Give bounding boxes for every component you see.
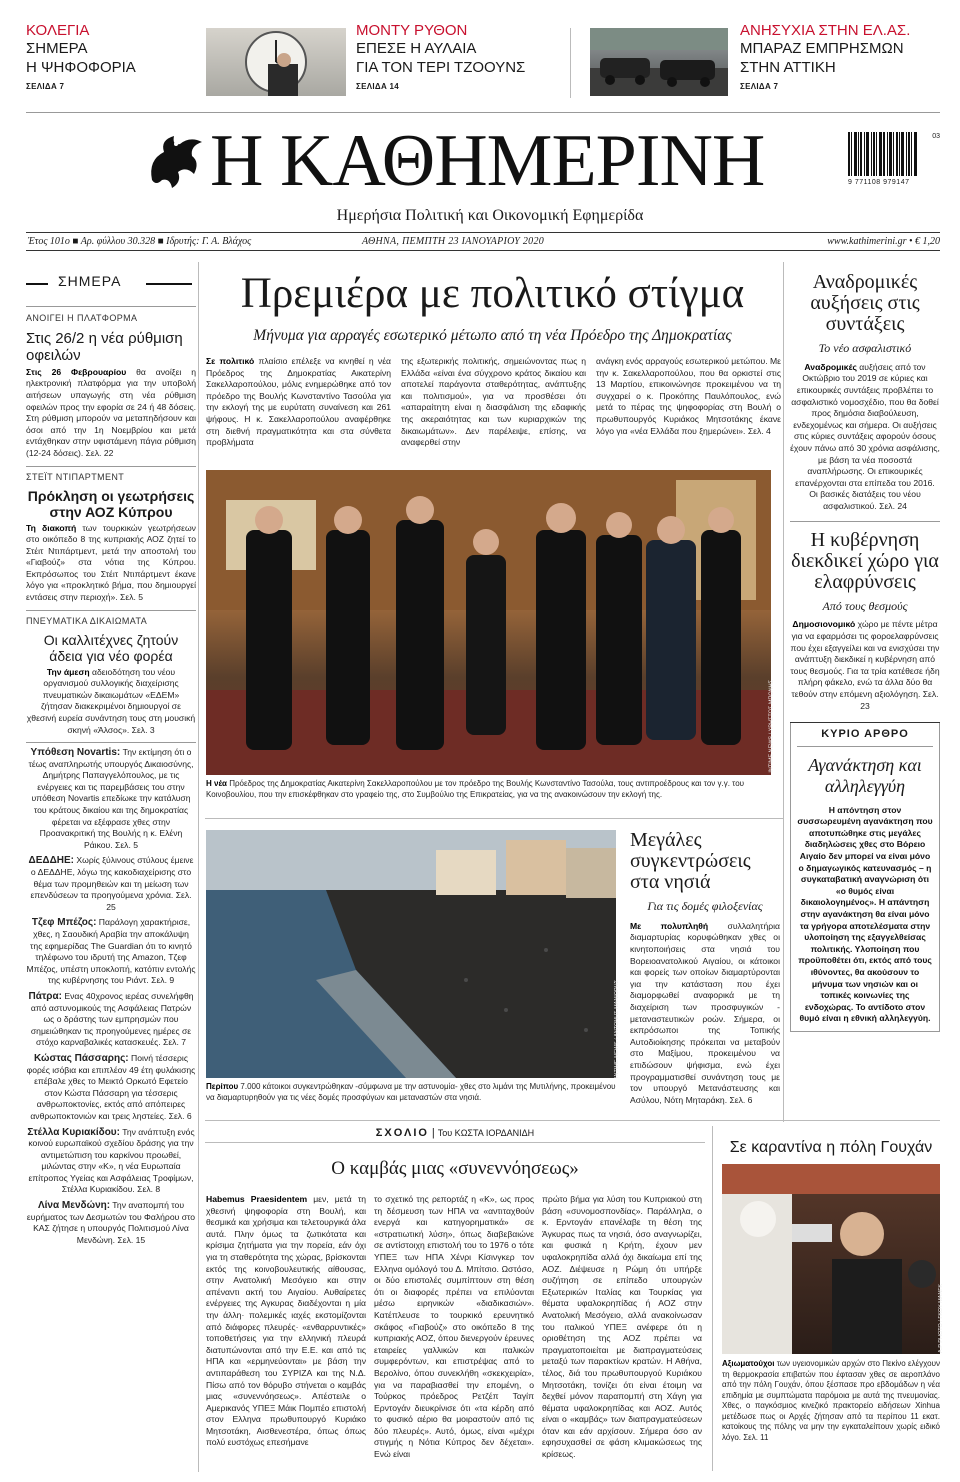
comment-headline[interactable]: Ο καμβάς μιας «συνεννόησεως» [331, 1158, 579, 1179]
story-body: αυξήσεις από τον Οκτώβριο του 2019 σε κύριες και επικουρικές συντάξεις προβλέπει το ασφαλιστικό νομοσχέδιο, που θα δοθεί προς δημόσια διαβούλευση, ενδεχομένως και σήμερα. Οι αυξήσεις στις κύριες συντάξεις αφορούν όσους έχουν πάνω από 30 χρόνια ασφάλισης, με βάση τα νέα ποσοστά αναπλήρωσης. Οι επικουρικές επανέρχονται στα επίπεδα του 2016. Οι βασικές διατάξεις του νέου ασφαλιστικού. Σελ. 24 [790, 361, 940, 511]
story-lead: Αναδρομικές [804, 361, 857, 372]
officials-group-photo-icon [206, 470, 771, 775]
comment-top-rule [205, 1120, 940, 1121]
islands-photo [206, 830, 620, 1079]
lead-subheadline: Μήνυμα για αρραγές εσωτερικό μέτωπο από τη νέα Πρόεδρο της Δημοκρατίας [253, 327, 732, 344]
clock-photo-icon [206, 28, 346, 96]
brief-heading: Κώστας Πάσσαρης: [34, 1052, 129, 1064]
teaser-kicker: ΚΟΛΕΓΙΑ [26, 22, 90, 39]
story-text [722, 1359, 940, 1443]
brief-heading: Λίνα Μενδώνη: [37, 1200, 111, 1212]
brief-item[interactable] [26, 1127, 196, 1197]
brief-item[interactable] [26, 855, 196, 913]
barcode-issue-code: 03 [932, 133, 940, 140]
photo-credit: INTIME NEWS / ΧΡΗΣΤΟΣ ΜΠΟΝΗΣ [769, 680, 775, 773]
teaser-line: ΣΗΜΕΡΑ [26, 40, 88, 57]
comment-tag-separator: | [431, 1127, 438, 1139]
teaser-3[interactable] [740, 22, 940, 102]
story-islands[interactable] [630, 830, 780, 1106]
teaser-line: ΜΠΑΡΑΖ ΕΜΠΡΗΣΜΩΝ [740, 40, 904, 57]
story-body: χώρο με πέντε μέτρα για να εφαρμόσει τις φοροελαφρύνσεις που έχει εξαγγείλει και να ενισχύσει την ανάπτυξη διεκδικεί η κυβέρνηση από τους θεσμούς. Για τα τρία κατέθεσε ήδη πλήρη φάκελο, ενώ τα άλλα δύο θα τεθούν στην επόμενη αξιολόγηση. Σελ. 23 [790, 619, 940, 711]
brief-text: Την αναπομπή του ευρήματος των Δεσμωτών του Φαλήρου στο ΚΑΣ ζήτησε η υπουργός Πολιτισμού Λίνα Μενδώνη. Σελ. 15 [26, 1200, 196, 1245]
right-column [790, 272, 940, 1032]
story-body: των τουρκικών γεωτρήσεων στο οικόπεδο 8 της κυπριακής ΑΟΖ ζητεί το Στέιτ Ντιπάρτμεντ, μετά την αποστολή του «Γιαβούζ» στα νότια της Κύπρου. Εκπρόσωπος του Στέιτ Ντιπάρτμεντ έκανε λόγο για «προκλητικό βήμα, που δημιουργεί εντάσεις στην περιοχή». Σελ. 5 [26, 522, 196, 603]
lead-text: πλαίσιο επέλεξε να κινηθεί η νέα Πρόεδρος της Δημοκρατίας Αικατερίνη Σακελλαροπούλου, μόλις ενημερώθηκε από τον πρόεδρο της Βουλής Κωνσταντίνο Τασούλα για την εκλογή της με ευρύτατη συναίνεση και 261 ψήφους. Η κ. Σακελλαροπούλου αναφέρθηκε στη διεθνή πραγματικότητα και στα σύνθετα προβλήματα [206, 356, 391, 448]
story-headline: Η κυβέρνηση διεκδικεί χώρο για ελαφρύνσεις [791, 528, 939, 593]
brief-item[interactable] [26, 747, 196, 851]
photo-credit: A.P PHOTO / ΓΚΟΥ ΜΑΝΓΚ [938, 1284, 944, 1353]
comment-author: Του ΚΩΣΤΑ ΙΟΡΔΑΝΙΔΗ [437, 1128, 535, 1138]
mytilene-port-protest-icon [206, 830, 616, 1078]
teaser-3-photo [590, 28, 728, 96]
story-kicker: ΠΝΕΥΜΑΤΙΚΑ ΔΙΚΑΙΩΜΑΤΑ [26, 615, 148, 626]
teaser-2[interactable] [356, 22, 546, 102]
lead-caption [206, 779, 776, 800]
site-price[interactable]: www.kathimerini.gr • € 1,20 [827, 236, 940, 247]
brief-heading: Πάτρα: [28, 990, 62, 1002]
story-fiscal-space[interactable] [790, 530, 940, 713]
story-text [790, 362, 940, 513]
editorial-tag: ΚΥΡΙΟ ΑΡΘΡΟ [797, 727, 933, 747]
editorial-headline: Αγανάκτηση και αλληλεγγύη [808, 754, 922, 796]
photo-credit: INTIME NEWS / ΑΝΤΩΝΗΣ ΜΑΝΙΩΡΗΣ [614, 980, 620, 1079]
brief-heading: Τζεφ Μπέζος: [31, 917, 97, 929]
brief-text: Ποινή τέσσερις φορές ισόβια και επιπλέον 49 έτη φυλάκισης επέβαλε χθες το Μεικτό Ορκωτό Εφετείο στον Κώστα Πάσσαρη για τέσσερις ανθρωποκτονίες, εκτός από απόπειρες ανθρωποκτονιών και τρεις ληστείες. Σελ. 6 [26, 1052, 196, 1121]
wuhan-divider [712, 1126, 713, 1471]
issue-info: Έτος 101ο ■ Αρ. φύλλου 30.328 ■ Ιδρυτής: Γ. Α. Βλάχος [28, 236, 252, 247]
caption-text: Πρόεδρος της Δημοκρατίας Αικατερίνη Σακελλαροπούλου με τον πρόεδρο της Βουλής Κωνσταντίνο Τασούλα, τους αντιπροέδρους και τον γ.γ. του Κοινοβουλίου, που την επισκέφθηκαν στο γραφείο της, στο Συμβούλιο της Επικρατείας, για να της ανακοινώσουν την εκλογή της. [206, 779, 745, 799]
islands-top-rule [205, 818, 783, 819]
brief-item[interactable] [26, 991, 196, 1049]
story-lead: Αξιωματούχοι [722, 1359, 775, 1368]
story-text [26, 667, 196, 737]
story-body: συλλαλητήρια διαμαρτυρίας κορυφώθηκαν χθες οι κινητοποιήσεις στα νησιά του Βορειοανατολικού Αιγαίου, οι κάτοικοι και φορείς των οποίων διαμαρτύρονται για την κατάσταση που έχει διαμορφωθεί αναφορικά με τη διαχείριση των προσφυγικών - μεταναστευτικών ροών. Σήμερα, οι εκπρόσωποι της Τοπικής Αυτοδιοίκησης πρόκειται να μεταβούν στο Μαξίμου, προκειμένου να επιδώσουν ψήφισμα, ενώ έχει προγραμματισθεί συνάντηση τους με τον υπουργό Μετανάστευσης και Ασύλου, Νότη Μηταράκη. Σελ. 6 [630, 920, 780, 1105]
teaser-kicker: ΑΝΗΣΥΧΙΑ ΣΤΗΝ ΕΛ.ΑΣ. [740, 22, 911, 39]
comment-tag: ΣΧΟΛΙΟ [375, 1127, 429, 1139]
left-column-divider [198, 262, 199, 1472]
story-subheadline: Για τις δομές φιλοξενίας [647, 899, 763, 913]
wuhan-photo [722, 1164, 944, 1354]
brief-text: Ενας 40χρονος ιερέας συνελήφθη από αστυνομικούς της Ασφάλειας Πατρών ως ο δράστης των εμπρησμών που σημειώθηκαν τις προηγούμενες ημέρες σε στόχο καρναβαλικές κατασκευές. Σελ. 7 [30, 990, 194, 1048]
editorial-box[interactable] [790, 723, 940, 1032]
comment-col-2: το σχετικό της ρεπορτάζ η «Κ», ως προς τη δέσμευση των ΗΠΑ να «αντιταχθούν ενεργά και κατηγορηματικά» σε «στρατιωτική λύση», όπως διαβεβαιώνε σε αντίστοιχη επιστολή του το 1976 ο τότε ΥΠΕΞ των ΗΠΑ Χένρι Κίσινγκερ τον Ελληνα ομόλογό του Δ. Μπίτσιο. Ωστόσο, οι δύο επιστολές συμπίπτουν στη θέση ότι οι διαφορές πρέπει να επιλύονται μέσω ειρηνικών «διαδικασιών». Κατέπλευσε το τουρκικό ερευνητικό σκάφος «Γιαβούζ» στο οικόπεδο 8 της κυπριακής ΑΟΖ, όπου διενεργούν έρευνες εταιρείες γαλλικών και ιταλικών συμφερόντων, και επιστρέψας από το Βερολίνο, όπου συνεκλήθη «σκεκχειρία», για να παραβιασθεί την επομένη, ο Τούρκος πρόεδρος Ρετζέπ Ταγίπ Ερντογάν διευκρίνισε ότι «τα κέρδη από το φυσικό αέριο θα μοιραστούν από τις δύο πλευρές». Αυτό, όμως, είναι «μέχρι στιγμής η Νότια Κύπρος δεν δέχεται». Ενώ είναι [374, 1194, 534, 1460]
left-column [26, 270, 196, 1470]
comment-lead: Habemus Praesidentem [206, 1194, 308, 1204]
brief-heading: ΔΕΔΔΗΕ: [28, 855, 74, 867]
temperature-check-photo-icon [722, 1164, 940, 1354]
story-subheadline: Το νέο ασφαλιστικό [818, 341, 912, 355]
story-lead: Τη διακοπή [26, 522, 77, 533]
brief-text: Παράλογη χαρακτήρισε, χθες, η Σαουδική Αραβία την αποκάλυψη της εφημερίδας The Guardian ότι το κινητό τηλέφωνο του ιδρυτή της Amazon, Τζεφ Μπέζος, υπέστη υποκλοπή, κατόπιν εντολής της κυβέρνησης του Ριάντ. Σελ. 9 [26, 917, 196, 986]
teaser-kicker: ΜΟΝΤΥ ΡΥΘΟΝ [356, 22, 468, 39]
story-state-dept[interactable] [26, 472, 196, 604]
comment-col-1 [206, 1194, 366, 1474]
story-pensions[interactable] [790, 272, 940, 513]
story-headline: Πρόκληση οι γεωτρήσεις στην ΑΟΖ Κύπρου [27, 487, 195, 520]
teaser-divider [570, 28, 571, 98]
story-lead: Την άμεση [46, 666, 90, 677]
brief-text: Χωρίς ξύλινους στύλους έμεινε ο ΔΕΔΔΗΕ, λόγω της κακοδιαχείρισης στο θέμα των προμηθειών και τη μείωση των επενδύσεων τα προηγούμενα χρόνια. Σελ. 25 [30, 855, 194, 912]
story-headline: Σε καραντίνα η πόλη Γουχάν [729, 1139, 933, 1156]
today-label: ΣΗΜΕΡΑ [58, 273, 122, 289]
story-headline: Αναδρομικές αυξήσεις στις συντάξεις [810, 271, 920, 335]
center-right-divider [783, 262, 784, 1122]
comment-col-3: πρώτο βήμα για λύση του Κυπριακού στη βάση «συνομοσπονδίας». Παράλληλα, ο κ. Ερντογάν επανέλαβε τη θέση της Άγκυρας πως τα νησιά, όσο αναγνωρίζει, και φυσικά η Κρήτη, έχουν μεν υφαλοκρηπίδα αλλά όχι δικαίωμα επί της ΑΟΖ. Διέψευσε η Ρώμη ότι υπήρξε συζήτηση σε επίπεδο υπουργών Εξωτερικών Ιταλίας και Τουρκίας για θέματα υφαλοκρηπίδας ή ΑΟΖ στην Ανατολική Μεσόγειο, αλλά ανακοίνωσαν του ιταλικού ΥΠΕΞ ανέφερε ότι η οριοθέτηση της ΑΟΖ πρέπει να πραγματοποιείται με διαπραγματεύσεις μεταξύ των παρακτίων κρατών. Η Αθήνα, τέλος, διά του πρωθυπουργού Κυριάκου Μητσοτάκη, τονίζει ότι είναι έτοιμη να δεχθεί μόνον παραπομπή στη Χάγη για θέματα υφαλοκρηπίδας και ΑΟΖ. Αυτός είναι ο «καμβάς» των διαπραγματεύσεων όταν και εάν αρχίσουν. Σήμερα όσο αν εφησυχασθεί σε φάση κλιμακώσεως της κρίσεως. [542, 1194, 702, 1460]
teaser-line: ΣΤΗΝ ΑΤΤΙΚΗ [740, 59, 836, 76]
teaser-1[interactable] [26, 22, 201, 102]
story-text [26, 367, 196, 460]
burned-cars-icon [590, 28, 728, 96]
masthead-subtitle: Ημερήσια Πολιτική και Οικονομική Εφημερίδα [336, 207, 644, 224]
story-artists[interactable] [26, 616, 196, 736]
story-kicker: ΣΤΕΪΤ ΝΤΙΠΑΡΤΜΕΝΤ [26, 471, 125, 482]
lead-col-1 [206, 356, 391, 462]
caption-lead: Περίπου [206, 1082, 239, 1091]
barcode-digits: 9 771108 979147 [848, 179, 910, 186]
masthead-logo-icon [142, 130, 208, 192]
teaser-page: ΣΕΛΙΔΑ 7 [26, 82, 65, 91]
brief-text: Την ανάπτυξη ενός κοινού ευρωπαϊκού σχεδίου δράσης για την αντιμετώπιση του καρκίνου προωθεί, μιλώντας στην «Κ», η νέα Ευρωπαία επίτροπος Υγείας και Ασφάλειας Τροφίμων, Στέλλα Κυριακίδου. Σελ. 8 [28, 1126, 195, 1195]
top-rule [26, 112, 940, 113]
caption-lead: Η νέα [206, 779, 227, 788]
story-lead: Στις 26 Φεβρουαρίου [26, 366, 127, 377]
story-text [26, 523, 196, 604]
lead-lead-in: Σε πολιτικό [206, 356, 255, 366]
lead-col-2: της εξωτερικής πολιτικής, σημειώνοντας πως η Ελλάδα «είναι ένα σύγχρονο κράτος δικαίου και αποτελεί παράγοντα σταθερότητας, ανάπτυξης και πολιτισμού», για να προσθέσει ότι «απαραίτητη είναι η διασφάλιση της εδαφικής της ακεραιότητας και των κυριαρχικών της δικαιωμάτων». Δεν παρέλειψε, επίσης, να αναφερθεί στην [401, 356, 586, 448]
story-body: αδειοδότηση του νέου οργανισμού συλλογικής διαχείρισης πνευματικών δικαιωμάτων «ΕΔΕΜ» ζήτησαν διακεκριμένοι δημιουργοί σε χθεσινή ευρεία συνάντηση τους στη μουσική σκηνή «Άλσος». Σελ. 3 [26, 666, 196, 735]
lead-headline[interactable]: Πρεμιέρα με πολιτικό στίγμα [240, 270, 745, 317]
masthead-title: Η ΚΑΘΗΜΕΡΙΝΗ [210, 120, 765, 202]
story-lead: Με πολυπληθή [630, 920, 709, 931]
barcode [848, 132, 940, 196]
brief-heading: Στέλλα Κυριακίδου: [27, 1126, 120, 1138]
brief-list [26, 747, 196, 1246]
brief-heading: Υπόθεση Novartis: [30, 747, 121, 759]
teaser-page: ΣΕΛΙΔΑ 7 [740, 82, 779, 91]
story-kicker: ΑΝΟΙΓΕΙ Η ΠΛΑΤΦΟΡΜΑ [26, 313, 138, 323]
teaser-2-photo [206, 28, 346, 96]
story-debts[interactable] [26, 313, 196, 460]
story-text [630, 921, 780, 1107]
lead-photo [206, 470, 775, 775]
story-headline: Οι καλλιτέχνες ζητούν άδεια για νέο φορέα [43, 631, 179, 664]
teaser-line: Η ΨΗΦΟΦΟΡΙΑ [26, 59, 136, 76]
brief-item[interactable] [26, 917, 196, 987]
issue-date: ΑΘΗΝΑ, ΠΕΜΠΤΗ 23 ΙΑΝΟΥΑΡΙΟΥ 2020 [362, 236, 545, 247]
story-headline: Στις 26/2 η νέα ρύθμιση οφειλών [26, 329, 183, 364]
brief-text: Την εκτίμηση ότι ο τέως αναπληρωτής υπουργός Δικαιοσύνης, Δημήτρης Παπαγγελόπουλος, με τις ενέργειες και τις παρεμβάσεις του στην υπόθεση Novartis επεδίωκε την κατάλυση του κράτους δικαίου και της δημοκρατίας φέρεται να εξέφρασε χθες στην Προανακριτική της Βουλής η κ. Ελένη Ράικου. Σελ. 5 [28, 747, 194, 850]
today-header [26, 270, 196, 298]
story-subheadline: Από τους θεσμούς [822, 598, 908, 613]
teaser-page: ΣΕΛΙΔΑ 14 [356, 82, 400, 91]
story-headline: Μεγάλες συγκεντρώσεις στα νησιά [630, 829, 751, 893]
masthead-strip-top [26, 232, 940, 233]
story-wuhan[interactable] [722, 1138, 944, 1443]
masthead-strip-bottom [26, 250, 940, 251]
story-body: των υγειονομικών αρχών στο Πεκίνο ελέγχουν τη θερμοκρασία επιβατών που έφτασαν χθες σε αεροπλάνο από την πόλη Γουχάν, όπου ξέσπασε προ εβδομάδων η νέα επιδημία με συμπτώματα παρόμοια με αυτά της πνευμονίας. Χθες, ο παγκόσμιος κινεζικό πρακτορείο ειδήσεων Xinhua μετέδωσε πως οι Αρχές ζήτησαν από τα περίπου 11 εκατ. κατοίκους της πόλης να μην την εγκαταλείπουν χωρίς ειδικό λόγο. Σελ. 11 [722, 1359, 940, 1442]
story-text [790, 619, 940, 712]
story-body: θα ανοίξει η ηλεκτρονική πλατφόρμα για την υποβολή αιτήσεων υπαγωγής στη νέα ρύθμιση οφειλών προς την εφορία σε 24 ή 48 δόσεις. Στη ρύθμιση μπορούν να μεταπηδήσουν και όσοι από την 1η Νοεμβρίου και μετά εντάχθηκαν στην υφιστάμενη πάγια ρύθμιση (12-24 δόσεις). Σελ. 22 [26, 366, 196, 459]
teaser-line: ΓΙΑ ΤΟΝ ΤΕΡΙ ΤΖΟΟΥΝΣ [356, 59, 526, 76]
teaser-line: ΕΠΕΣΕ Η ΑΥΛΑΙΑ [356, 40, 477, 57]
caption-text: 7.000 κάτοικοι συγκεντρώθηκαν -σύμφωνα με την αστυνομία- χθες στο λιμάνι της Μυτιλήνης, προκειμένου να διαμαρτυρηθούν για τις νέες δομές προσφύγων και μεταναστών στα νησιά. [206, 1082, 616, 1102]
lead-col-3: ανάγκη ενός αρραγούς εσωτερικού μετώπου. Με την κ. Σακελλαροπούλου, που θα ορκιστεί στις 13 Μαρτίου, επικοινώνησε προκειμένου να τη συγχαρεί ο κ. Προκόπης Παυλόπουλος, ενώ μετά το πέρας της ψηφοφορίας στη Βουλή ο πρωθυπουργός Κυριάκος Μητσοτάκης έκανε λόγο για «νέα Ελλάδα που ξημερώνει». Σελ. 4 [596, 356, 781, 436]
brief-item[interactable] [26, 1053, 196, 1123]
comment-header-rule [205, 1142, 705, 1143]
islands-caption [206, 1082, 616, 1103]
comment-header [205, 1126, 705, 1141]
brief-item[interactable] [26, 1200, 196, 1246]
story-lead: Δημοσιονομικό [792, 619, 856, 630]
editorial-text: Η απόντηση στον συσσωρευμένη αγανάκτηση που αποτυπώθηκε στις μεγάλες διαδηλώσεις χθες στο Βόρειο Αιγαίο δεν μπορεί να είναι μόνο ο δημαγωγικός κατευνασμός – η συγκαταβατική αναγνώριση ότι «ο θυμός είναι δικαιολογημένος». Η απάντηση στην αγανάκτηση θα είναι μόνο τα γρήγορα αποτελέσματα στην υλοποίηση της εξαγγελθείσας πολιτικής. Υλοποίηση που προϋποθέτει ότι, εκτός από τους ιθύνοντες, θα ακούσουν το μήνυμα των νησιών και οι τοπικές κοινωνίες της ενδοχώρας. Το αντίδοτο στον θυμό είναι η εθνική αλληλεγγύη. [797, 804, 933, 1024]
comment-text: μεν, μετά τη χθεσινή ψηφοφορία στη Βουλή, και θεσμικά και χρήσιμα και τελετουργικά άλα αυτά. Πλην όμως τα ζωτικότατα και κρίσιμα ζητήματα για την πορεία, εάν όχι για τη σταθερότητα της χώρας, βρίσκονται εκτός της κοινοβουλευτικής αίθουσας, στην Ανατολική Μεσόγειο και στην απέναντι ακτή του Αιγαίου. Αυθαίρετες ενέργειες της Αγκυρας διαδέχονται η μία την άλλη· πολεμικές ιαχές εκστομίζονται από διάφορες πλευρές· «ενθαρρυντικές» τοποθετήσεις για την ελληνική πλευρά διατυπώνονται από την Ε.Ε. και από τις ΗΠΑ και «ερμηνεύονται» με βάση την αντιπαράθεση του ΣΥΡΙΖΑ και της Ν.Δ. Πίσω από τον θόρυβο στήνεται ο καμβάς μιας «συνεννόησεως». Απέστειλε ο Αμερικανός ΥΠΕΞ Μάικ Πομπέο επιστολή στον Ελληνα πρωθυπουργό Κυριάκο Μητσοτάκη, Αισθενεστέρα, όπως όπως πολύ ευστόχως επεσήμανε [206, 1194, 367, 1448]
